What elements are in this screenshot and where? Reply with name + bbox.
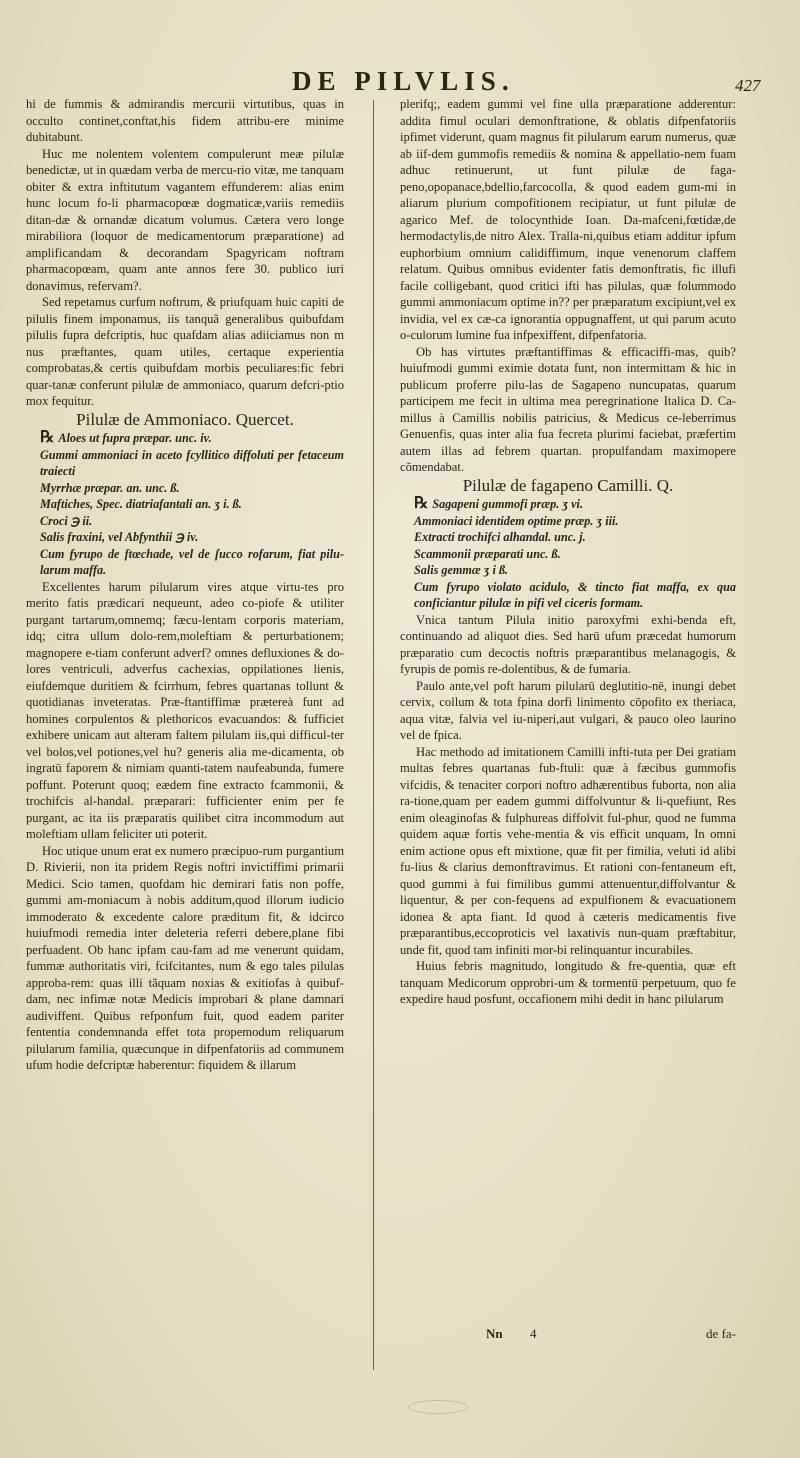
- prescription-line: Salis fraxini, vel Abfynthii ℈ iv.: [40, 530, 199, 544]
- page-footer: [400, 1326, 736, 1344]
- paragraph: Hac methodo ad imitationem Camilli infti-tuta per Dei gratiam multas febres quartanas fub-ftuli: quæ à fæcibus gummofis vifcidis, & tenaciter corpori noftro adhærentibus fuborta, non alia ra-tione,quam per eadem gummi diffolvuntur & li-quefiunt, Res enim oleaginofas & fulphureas diffolvit ful-phur, quod ne fumma quidem aquæ fortis vehe-mentia & vis efficit unquam, In omni enim actione opus eft mixtione, quæ fit per fimilia, veluti id alibi fu-lius & clarius demonftravimus. Et rationi con-fentaneum eft, quod gummi à fui fimilibus gummi attenuentur,diffolvantur & liquentur, & per con-fequens ad expulfionem & evacuationem idonea & apta fiant. Id quod à cæteris medicamentis five præparantibus,eccoproticis vel laxativis nun-quam præftabitur, unde fit, quod tam infiniti mor-bi relinquantur incurabiles.: [400, 744, 736, 957]
- library-stamp-icon: [408, 1400, 468, 1414]
- prescription-line: Croci ℈ ii.: [40, 513, 93, 528]
- signature-number: 4: [530, 1326, 537, 1341]
- prescription-line: Salis gemmæ ʒ i ß.: [414, 563, 509, 577]
- prescription-line: ℞ Sagapeni gummofi præp. ʒ vi.: [414, 495, 583, 512]
- prescription: [400, 496, 736, 612]
- paragraph: plerifq;, eadem gummi vel fine ulla præparatione adderentur: addita fimul oculari demonftratione, & oblatis difpenfatoriis ipfimet viderunt, quam magnus fit pilularum earum numerus, quæ ab iif-dem gummofis remediis & nomina & appellatio-nem fuam adhuc retinuerunt, ut funt pilulæ de faga-peno,opopanace,bdellio,farcocolla, & quod eadem gum-mi in aliarum plurium compofitionem recipiatur, ut funt pilulæ de agarico Mef. de tolocynthide Ioan. Da-mafceni,fœtidæ,de hermodactylis,de nitro Alex. Tralla-ni,quibus etiam additur ipfum euphorbium omnium calidiffimum, inque venenorum claffem relatum. Quibus omnibus evidenter fatis demonftratis, fic illufi facile colligebant, quod critici ifti has pilulas, quæ folummodo gummi ammoniacum optime in?? per præparatum excipiunt,vel ex invidia, vel ex cæ-ca ignorantia oppugnaffent, ut qui parum acuto o-culorum lumine fua infpexiffent, difpenfatoria.: [400, 97, 736, 342]
- running-head: [0, 66, 800, 96]
- right-column: [400, 96, 736, 1008]
- prescription-line: ℞ Aloes ut fupra præpar. unc. iv.: [40, 429, 212, 446]
- paragraph: hi de fummis & admirandis mercurii virtutibus, quas in occulto continet,conftat,his fidem attribu-ere minime dubitabunt.: [26, 97, 344, 144]
- prescription-line: Cum fyrupo de ftœchade, vel de ſucco rofarum, fiat pilu-larum maffa.: [40, 546, 344, 577]
- section-heading: Pilulæ de Ammoniaco. Quercet.: [76, 409, 294, 429]
- recipe-symbol-icon: ℞: [414, 495, 429, 512]
- running-title: DE PILVLIS.: [292, 66, 515, 96]
- paragraph: Excellentes harum pilularum vires atque virtu-tes pro merito fatis prædicari nequeunt, adeo co-piofe & utiliter purgant tartarum,omnemq; fæcu-lentam corporis materiam, idq; citra ullum dolo-rem,moleftiam & perturbationem; magnopere e-tiam conferunt adverf? omnes defluxiones & do-lores ventriculi, adverfus cachexias, oppilationes lienis, eiufdemque duritiem & fcirrhum, febres quartanas tollunt & quotidianas inveteratas. Præ-ftantiffimæ prætereà funt ad homines corpulentos & plethoricos evacuandos: & fufficiet exhibere unicam aut alteram faltem pilulam iis,qui difficul-ter vel bolos,vel potiones,vel hu? generis alia me-dicamenta, ob ingratū faporem & nimiam quanti-tatem naufeabunda, fumere poffunt. Poterunt quoq; eædem fine extracto fcammonii, & trochifcis al-handal. præparari: fufficienter enim per fe purgant, ac ita iis præparatis quilibet citra incommodum aut moleftiam ullam feliciter uti poterit.: [26, 579, 344, 841]
- paragraph: Hoc utique unum erat ex numero præcipuo-rum purgantium D. Rivierii, non ita pridem Regis noftri invictiffimi primarii Medici. Scio tamen, quofdam hic demirari fatis non poffe, gummi am-moniacum à nobis additum,quod illorum iudicio immoderato & excedente calore præditum fit, & idcirco huiufmodi remedia inter deleteria referri debere,plane fibi perfuadent. Ob hanc ipfam cau-fam ad me venerunt quidam, fummæ authoritatis viri, fcifcitantes, num & ego tales pilulas approba-rem: quas illi tãquam noxias & exitiofas à quibuf-dam, nec infimæ notæ Medicis improbari & plane damnari audiviffent. Quibus refponfum fuit, quod eadem pariter fententia condemnanda effet tota propemodum reliquarum pilularum familia, quæcunque in difpenfatoriis ad communem ufum hodie defcriptæ haberentur: fiquidem & illarum: [26, 843, 344, 1072]
- paragraph: Huius febris magnitudo, longitudo & fre-quentia, quæ eft tanquam Medicorum opprobri-um & tormentū perpetuum, quo fe expedire haud posfunt, occafionem mihi dedit in hanc pilularum: [400, 959, 736, 1006]
- left-column: [26, 96, 344, 1074]
- catchword: de fa-: [706, 1326, 736, 1341]
- paragraph: Ob has virtutes præftantiffimas & efficaciffi-mas, quib? huiufmodi gummi eximie dotata funt, non intermittam & hic in publicum proferre pilu-las de Sagapeno nuncupatas, quarum participem me fecit in ultima mea peregrinatione Italica D. Ca-millus à Camillis nobilis patricius, & Medicus ce-leberrimus Genuenfis, quas inter alia fua fecreta plurimi faciebat, præfertim autem illas ad febrem quartan. propulfandam maximopere cõmendabat.: [400, 344, 736, 474]
- recipe-symbol-icon: ℞: [40, 429, 55, 446]
- prescription-line: Extracti trochifci alhandal. unc. j.: [414, 530, 586, 544]
- prescription-line: Maftiches, Spec. diatriafantali an. ʒ i. ß.: [40, 497, 242, 511]
- paragraph: Huc me nolentem volentem compulerunt meæ pilulæ benedictæ, ut in quædam verba de mercu-rio vitæ, me tanquam obiter & extra inftitutum vagantem effunderem: alias enim hunc locum fo-li pharmacopœæ dogmaticæ,variis remediis ditan-dæ & ornandæ dicatum volumus. Cætera vero longe mirabiliora (loquor de medicamentorum præparatione) ad amplificandam & decorandam Spagyricam noftram pharmacopœam, quam ante annos fere 30. publico iuri donavimus, refervam?.: [26, 146, 344, 293]
- prescription-line: Gummi ammoniaci in aceto fcyllitico diffoluti per fetaceum traiecti: [40, 447, 344, 478]
- paragraph: Sed repetamus curfum noftrum, & priufquam huic capiti de pilulis finem imponamus, iis tanquã generalibus quibufdam pilulis fupra defcriptis, huc quafdam alias adiiciamus non m nus præftantes, quam utiles, certaque experientia comprobatas,& certis quibufdam morbis peculiares:fic febri quar-tanæ conferunt pilulæ de ammoniaco, quarum defcri-ptio mox fequitur.: [26, 295, 344, 408]
- paragraph: Paulo ante,vel poft harum pilularū deglutitio-nē, inungi debet cervix, collum & tota fpina dorfi linimento cōpofito ex theriaca, aqua vitæ, falvia vel iu-niperi,aut vulgari, & pauco oleo laurino vel de fpica.: [400, 678, 736, 742]
- signature-mark: Nn: [486, 1326, 503, 1341]
- column-divider: [373, 100, 374, 1370]
- prescription-line: Scammonii præparati unc. ß.: [414, 546, 561, 561]
- section-heading: Pilulæ de fagapeno Camilli. Q.: [462, 475, 674, 495]
- page-number: 427: [735, 76, 761, 95]
- prescription-line: Cum fyrupo violato acidulo, & tincto fiat maffa, ex qua conficiantur pilulæ in pifi vel ciceris formam.: [414, 579, 736, 610]
- prescription-line: Myrrhæ præpar. an. unc. ß.: [40, 480, 180, 495]
- paragraph: Vnica tantum Pilula initio paroxyfmi exhi-benda eft, continuando ad aliquot dies. Sed harū ufum præcedat humorum præparatio cum decoctis noftris præparantibus melanagogis, & fyrupis de pomis re-dolentibus, & de fumaria.: [400, 612, 736, 676]
- prescription-line: Ammoniaci identidem optime præp. ʒ iii.: [414, 513, 619, 528]
- prescription: [26, 430, 344, 579]
